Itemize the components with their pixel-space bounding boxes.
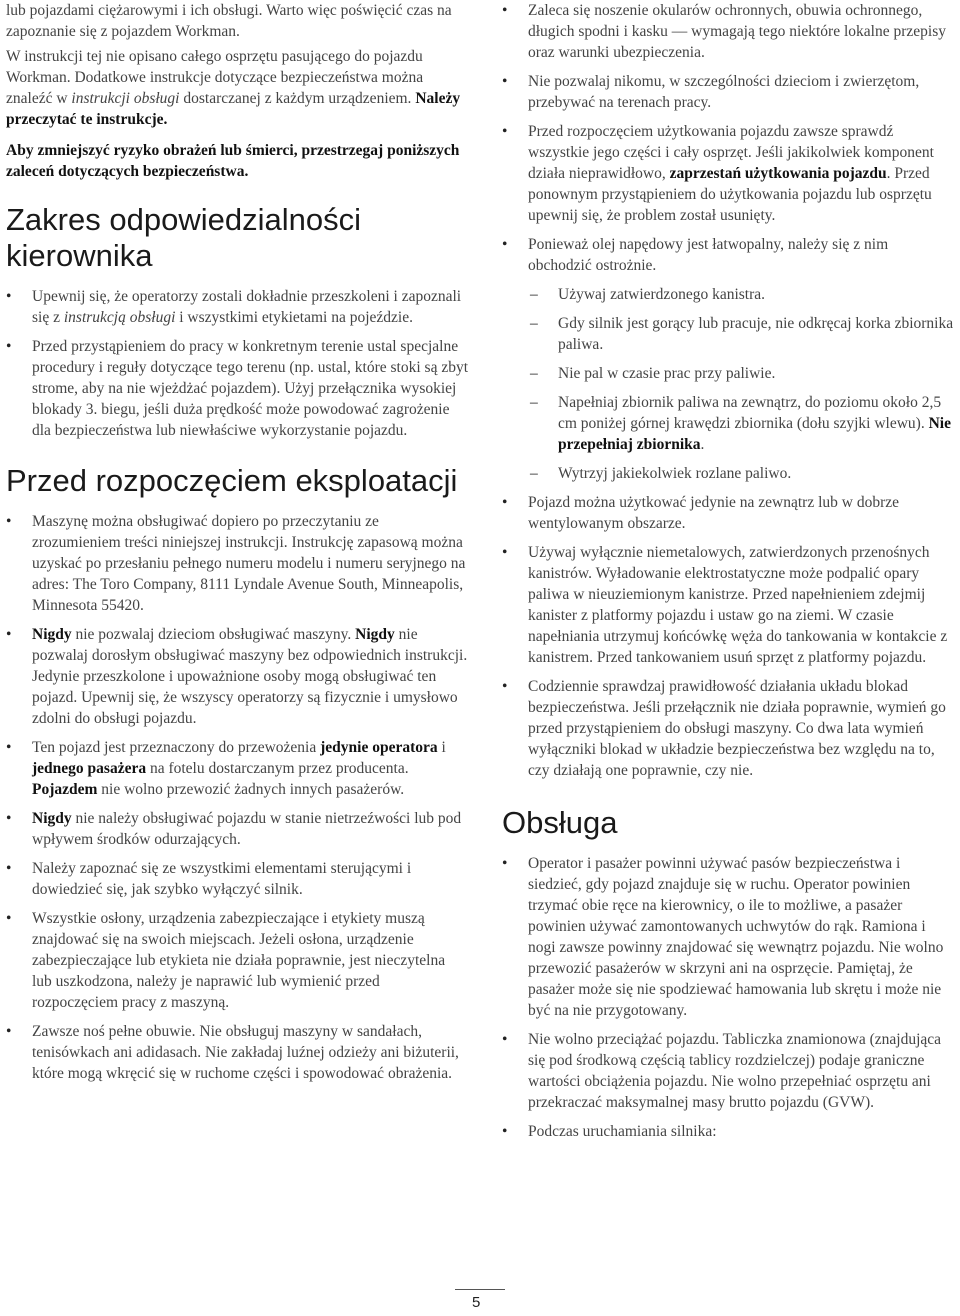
list-item: [6, 737, 468, 800]
bullet-text: nie pozwalaj dzieciom obsługiwać maszyny.: [71, 626, 356, 643]
list-item: [6, 808, 468, 850]
section-title-before-operation: Przed rozpoczęciem eksploatacji: [6, 463, 458, 498]
intro-p2-text-b: dostarczanej z każdym urządzeniem.: [179, 90, 416, 107]
list-item: • Wszystkie osłony, urządzenia zabezpieczające i etykiety muszą znajdować się na swoich miejscach. Jeżeli osłona, urządzenie zabezpieczające lub etykieta nie działa poprawnie, jest nieczytelna lub uszkodzona, należy je naprawić lub wymienić przed rozpoczęciem pracy z maszyną.: [6, 908, 468, 1013]
stop-using-emphasis: zaprzestań użytkowania pojazdu: [669, 165, 887, 182]
bullet-text: nie należy obsługiwać pojazdu w stanie nietrzeźwości lub pod wpływem środków odurzających.: [32, 810, 462, 848]
page-number-rule: [455, 1289, 505, 1290]
sublist-item: [528, 392, 954, 455]
operation-list: [502, 853, 954, 1142]
section-title-operation: Obsługa: [502, 805, 618, 840]
bullet-text: nie pozwalaj dorosłym obsługiwać maszyny bez odpowiednich instrukcji. Jedynie przeszkolone i upoważnione osoby mogą obsługiwać ten pojazd. Upewnij się, że wszyscy operatorzy są fizycznie i umysłowo zdolni do obsługi pojazdu.: [32, 626, 468, 727]
bullet-text: na fotelu dostarczanym przez producenta.: [146, 760, 409, 777]
intro-paragraph-2: [6, 46, 468, 130]
bold-text: jedynie operatora: [320, 739, 438, 756]
list-item: • Operator i pasażer powinni używać pasów bezpieczeństwa i siedzieć, gdy pojazd znajduje się w ruchu. Operator powinien trzymać obie ręce na kierownicy, o ile to możliwe, a pasażer powinien używać zamontowanych uchwytów do rąk. Ramiona i nogi zawsze powinny znajdować się wewnątrz pojazdu. Nie wolno przewozić pasażerów w skrzyni ani na osprzęcie. Pamiętaj, że pasażer może się nie spodziewać hamowania lub skrętu i może nie być na nie przygotowany.: [502, 853, 954, 1021]
sublist-item: – Używaj zatwierdzonego kanistra.: [528, 284, 954, 305]
bullet-text: i: [437, 739, 446, 756]
list-item: • Nie wolno przeciążać pojazdu. Tabliczka znamionowa (znajdująca się pod środkową częścią tablicy rozdzielczej) podaje graniczne wartości obciążenia pojazdu. Nie wolno przepełniać osprzętu ani przekraczać maksymalnej masy brutto pojazdu (GVW).: [502, 1029, 954, 1113]
bullet-text: Ten pojazd jest przeznaczony do przewożenia: [32, 739, 321, 756]
bullet-text-b: i wszystkimi etykietami na pojeździe.: [175, 309, 413, 326]
sublist-item: – Wytrzyj jakiekolwiek rozlane paliwo.: [528, 463, 954, 484]
safety-list-continued: [502, 0, 954, 781]
left-column: [6, 0, 468, 1092]
never-emphasis: Nigdy: [32, 626, 72, 643]
sublist-item: – Gdy silnik jest gorący lub pracuje, nie odkręcaj korka zbiornika paliwa.: [528, 313, 954, 355]
list-item: • Przed przystąpieniem do pracy w konkretnym terenie ustal specjalne procedury i reguły dotyczące tego terenu (np. ustal, które stoki są zbyt strome, aby na nie wjeżdżać pojazdem). Użyj przełącznika wysokiej blokady 3. biegu, jeśli duża prędkość może powodować zagrożenie dla bezpieczeństwa lub niewłaściwe wykorzystanie pojazdu.: [6, 336, 468, 441]
bullet-text: Przed rozpoczęciem użytkowania pojazdu zawsze sprawdź wszystkie jego części i cały osprzęt. Jeśli jakikolwiek komponent działa nieprawidłowo,: [528, 123, 934, 182]
never-emphasis: Nigdy: [355, 626, 395, 643]
before-operation-list: [6, 511, 468, 1084]
do-not-overfill-emphasis: Nie przepełniaj zbiornika: [558, 415, 951, 453]
list-item: • Należy zapoznać się ze wszystkimi elementami sterującymi i dowiedzieć się, jak szybko wyłączyć silnik.: [6, 858, 468, 900]
list-item: [502, 234, 954, 484]
list-item: [6, 624, 468, 729]
sublist-item: – Nie pal w czasie prac przy paliwie.: [528, 363, 954, 384]
manual-reference: instrukcją obsługi: [63, 309, 176, 326]
list-item: • Codziennie sprawdzaj prawidłowość działania układu blokad bezpieczeństwa. Jeśli przełącznik nie działa poprawnie, wymień go przed przystąpieniem do obsługi maszyny. Co dwa lata wymień wyłączniki blokad w układzie bezpieczeństwa bez względu na to, czy działają one poprawnie, czy nie.: [502, 676, 954, 781]
bold-text: Pojazdem: [32, 781, 98, 798]
list-item: • Używaj wyłącznie niemetalowych, zatwierdzonych przenośnych kanistrów. Wyładowanie elektrostatyczne może podpalić opary paliwa w nieuziemionym kanistrze. Przed napełnieniem zdejmij kanister z platformy pojazdu i ustaw go na ziemi. W czasie napełniania utrzymuj końcówkę węża do tankowania w kontakcie z kanistrem. Przed tankowaniem usuń sprzęt z platformy pojazdu.: [502, 542, 954, 668]
intro-p2-text-a: W instrukcji tej nie opisano całego osprzętu pasującego do pojazdu Workman. Dodatkowe instrukcje dotyczące bezpieczeństwa można znaleźć w: [6, 48, 424, 107]
list-item: • Zawsze noś pełne obuwie. Nie obsługuj maszyny w sandałach, tenisówkach ani adidasach. Nie zakładaj luźnej odzieży ani biżuterii, które mogą wkręcić się w ruchome części i spowodować obrażenia.: [6, 1021, 468, 1084]
bold-text: jednego pasażera: [32, 760, 147, 777]
list-item: • Nie pozwalaj nikomu, w szczególności dzieciom i zwierzętom, przebywać na terenach pracy.: [502, 71, 954, 113]
list-item: • Maszynę można obsługiwać dopiero po przeczytaniu ze zrozumieniem treści niniejszej instrukcji. Instrukcję zapasową można uzyskać po przesłaniu pełnego numeru modelu i numeru seryjnego na adres: The Toro Company, 8111 Lyndale Avenue South, Minneapolis, Minnesota 55420.: [6, 511, 468, 616]
bullet-text: nie wolno przewozić żadnych innych pasażerów.: [97, 781, 405, 798]
bullet-text: Ponieważ olej napędowy jest łatwopalny, należy się z nim obchodzić ostrożnie.: [528, 236, 889, 274]
bullet-text-a: Upewnij się, że operatorzy zostali dokładnie przeszkoleni i zapoznali się z: [32, 288, 462, 326]
bullet-text: . Przed ponownym przystąpieniem do użytkowania pojazdu lub osprzętu upewnij się, że problem został usunięty.: [528, 165, 932, 224]
read-instructions-note: Należy przeczytać te instrukcje.: [6, 90, 461, 128]
list-item: • Podczas uruchamiania silnika:: [502, 1121, 954, 1142]
fuel-safety-sublist: [528, 284, 954, 484]
right-column: [502, 0, 954, 1150]
safety-warning: Aby zmniejszyć ryzyko obrażeń lub śmierci, przestrzegaj poniższych zaleceń dotyczących bezpieczeństwa.: [6, 142, 460, 180]
never-emphasis: Nigdy: [32, 810, 72, 827]
list-item: • Zaleca się noszenie okularów ochronnych, obuwia ochronnego, długich spodni i kasku — wymagają tego niektóre lokalne przepisy oraz warunki ubezpieczenia.: [502, 0, 954, 63]
sublist-text: .: [700, 436, 705, 453]
list-item: • Pojazd można użytkować jedynie na zewnątrz lub w dobrze wentylowanym obszarze.: [502, 492, 954, 534]
manual-reference: instrukcji obsługi: [71, 90, 180, 107]
list-item: [6, 286, 468, 328]
intro-paragraph-1: lub pojazdami ciężarowymi i ich obsługi. Warto więc poświęcić czas na zapoznanie się z pojazdem Workman.: [6, 2, 452, 40]
sublist-text: Napełniaj zbiornik paliwa na zewnątrz, do poziomu około 2,5 cm poniżej górnej krawędzi zbiornika (dołu szyjki wlewu).: [558, 394, 942, 432]
supervisor-list: [6, 286, 468, 441]
section-title-supervisor: Zakres odpowiedzialności kierownika: [6, 202, 361, 273]
page-number: 5: [472, 1294, 481, 1311]
list-item: [502, 121, 954, 226]
